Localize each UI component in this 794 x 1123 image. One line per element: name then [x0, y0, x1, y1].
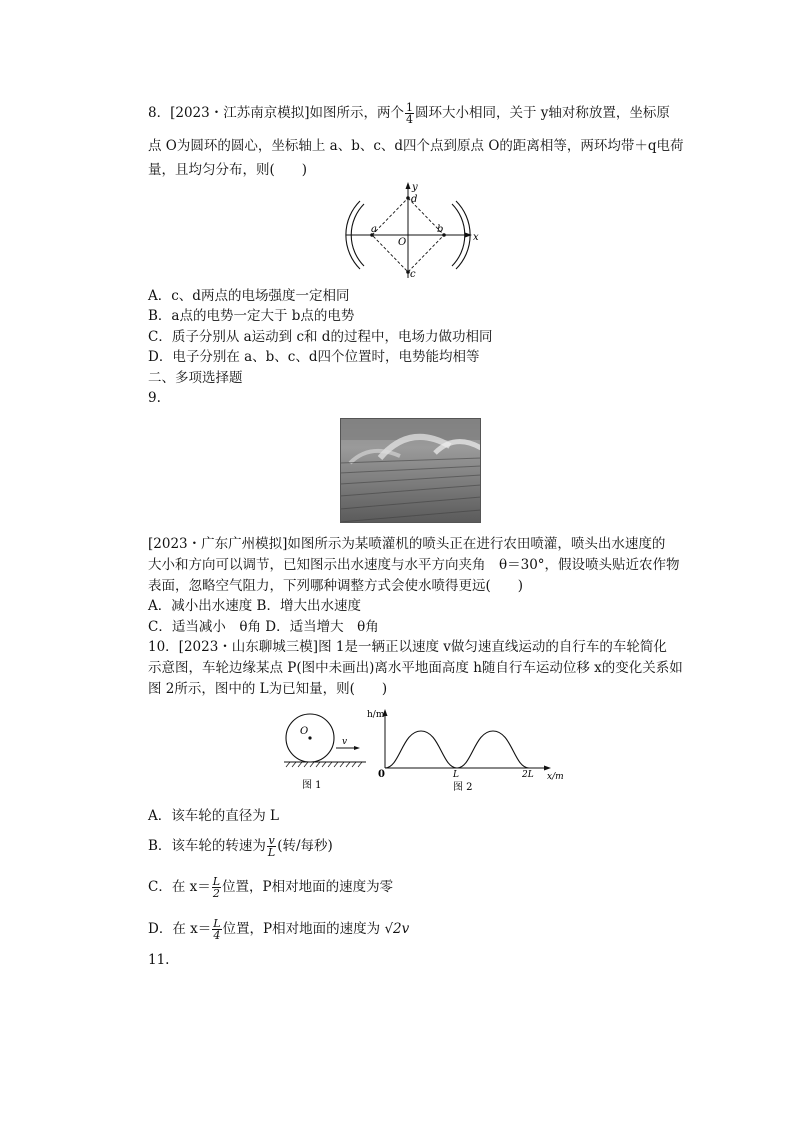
y-axis-arrow-icon — [406, 182, 411, 189]
label-y: y — [412, 182, 418, 193]
q10-optD-value: √2v — [384, 921, 410, 937]
q10-optC-post: 位置，P相对地面的速度为零 — [222, 879, 394, 895]
q10-option-d — [148, 918, 409, 941]
q8-option-c: C．质子分别从 a运动到 c和 d的过程中，电场力做功相同 — [148, 329, 493, 345]
q10-optB-num: v — [268, 834, 275, 847]
q10-figure1-wheel — [280, 705, 370, 795]
graph-xlabel: x/m — [547, 772, 564, 782]
graph-origin: 0 — [378, 769, 385, 780]
label-d: d — [411, 194, 418, 205]
q10-option-b — [148, 835, 333, 858]
graph-tick-L: L — [453, 770, 459, 780]
q9-options-row2: C．适当减小 θ角 D．适当增大 θ角 — [148, 619, 379, 635]
q8-line1-pre: 8．[2023・江苏南京模拟]如图所示，两个 — [148, 105, 404, 121]
q8-figure — [340, 180, 480, 280]
q10-figure2-graph — [365, 705, 575, 795]
label-c: c — [410, 269, 416, 280]
section-multiple-choice: 二、多项选择题 — [148, 370, 243, 386]
q10-optC-pre: C．在 x＝ — [148, 879, 211, 895]
graph-tick-2L: 2L — [522, 770, 534, 780]
q10-line3: 图 2所示，图中的 L为已知量，则( ) — [148, 681, 388, 697]
q10-optD-num: L — [213, 917, 221, 930]
q10-optD-pre: D．在 x＝ — [148, 921, 212, 937]
q8-frac-den: 4 — [405, 113, 413, 126]
q9-irrigation-photo — [340, 418, 481, 523]
label-a: a — [371, 224, 377, 235]
q10-optD-fraction — [212, 918, 221, 941]
h-x-curve — [385, 731, 529, 768]
x-axis-arrow-icon — [465, 233, 472, 238]
q10-optD-den: 4 — [213, 929, 221, 942]
q10-optB-fraction — [267, 835, 276, 858]
q9-line3: 表面，忽略空气阻力，下列哪种调整方式会使水喷得更远( ) — [148, 578, 524, 594]
q10-line1: 10．[2023・山东聊城三模]图 1是一辆正以速度 v做匀速直线运动的自行车的车轮简化 — [148, 639, 667, 655]
q10-optC-den: 2 — [212, 887, 220, 900]
q10-option-c — [148, 876, 393, 899]
q9-line2: 大小和方向可以调节，已知图示出水速度与水平方向夹角 θ＝30°，假设喷头贴近农作物 — [148, 557, 680, 573]
label-O: O — [398, 237, 407, 248]
q10-line2: 示意图，车轮边缘某点 P(图中未画出)离水平地面高度 h随自行车运动位移 x的变化关系如 — [148, 660, 683, 676]
q8-option-b: B．a点的电势一定大于 b点的电势 — [148, 308, 355, 324]
fig1-caption: 图 1 — [302, 780, 322, 791]
q9-line1: [2023・广东广州模拟]如图所示为某喷灌机的喷头正在进行农田喷灌，喷头出水速度的 — [148, 536, 666, 552]
q8-line2: 点 O为圆环的圆心，坐标轴上 a、b、c、d四个点到原点 O的距离相等，两环均带＋q电荷 — [148, 138, 684, 154]
label-b: b — [437, 224, 444, 235]
q10-optB-den: L — [267, 846, 276, 859]
label-wheel-O: O — [300, 726, 309, 737]
q10-optD-post: 位置，P相对地面的速度为 — [222, 921, 381, 937]
q10-option-a: A．该车轮的直径为 L — [148, 808, 280, 824]
q10-optB-pre: B．该车轮的转速为 — [148, 838, 266, 854]
point-d — [406, 196, 410, 200]
q8-option-d: D．电子分别在 a、b、c、d四个位置时，电势能均相等 — [148, 349, 480, 365]
q10-optB-post: (转/每秒) — [277, 838, 333, 854]
label-x: x — [473, 232, 479, 243]
fig2-caption: 图 2 — [453, 782, 473, 793]
ground-hatching — [286, 762, 362, 767]
q8-line1-post: 圆环大小相同，关于 y轴对称放置，坐标原 — [414, 105, 670, 121]
q10-optC-num: L — [212, 875, 221, 888]
q9-options-row1: A．减小出水速度 B．增大出水速度 — [148, 598, 361, 614]
q8-line1 — [148, 102, 670, 125]
graph-x-arrow-icon — [544, 766, 551, 771]
label-v: v — [342, 737, 348, 747]
wheel-center — [308, 736, 311, 739]
q8-frac-num: 1 — [405, 101, 413, 114]
q8-fraction — [405, 102, 414, 125]
q11-number: 11. — [148, 952, 170, 968]
q8-line3: 量，且均匀分布，则( ) — [148, 162, 308, 178]
q9-number: 9. — [148, 390, 161, 406]
q8-option-a: A．c、d两点的电场强度一定相同 — [148, 288, 350, 304]
graph-ylabel: h/m — [367, 710, 385, 720]
velocity-arrowhead-icon — [354, 746, 360, 750]
q10-optC-fraction — [212, 876, 221, 899]
